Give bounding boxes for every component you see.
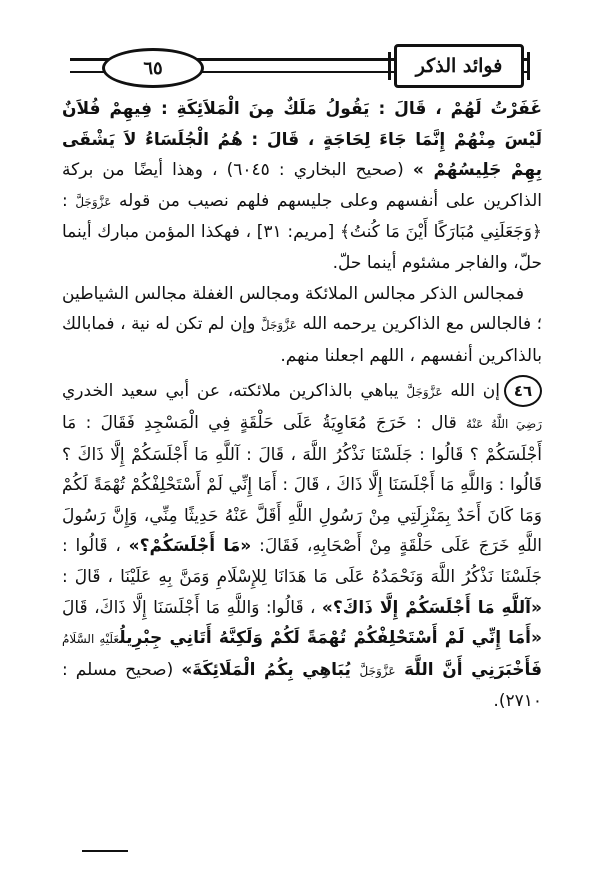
page-header — [70, 44, 530, 88]
section-46 — [62, 375, 542, 717]
honorific: عَزَّوَجَلَّ — [75, 194, 112, 209]
paragraph-2 — [62, 279, 542, 372]
honorific: عَزَّوَجَلَّ — [260, 318, 297, 333]
paragraph-1 — [62, 94, 542, 279]
section-heading: إن الله — [442, 381, 500, 402]
honorific: عَزَّوَجَلَّ — [406, 385, 443, 400]
honorific: رَضِيَ اللَّهُ عَنْهُ — [466, 416, 542, 431]
hadith-text: قال : خَرَجَ مُعَاوِيَةُ عَلَى حَلْقَةٍ فِي الْمَسْجِدِ فَقَالَ : مَا أَجْلَسَكُمْ ؟ قَالُوا : جَلَسْنَا نَذْكُرُ اللَّهَ ، قَالَ : آللَّهِ مَا أَجْلَسَكُمْ إِلَّا ذَاكَ ؟ قَالُوا : وَاللَّهِ مَا أَجْلَسَنَا إِلَّا ذَاكَ ، قَالَ : أَمَا إِنِّي لَمْ أَسْتَحْلِفْكُمْ تُهْمَةً لَكُمْ وَمَا كَانَ أَحَدٌ بِمَنْزِلَتِي مِنْ رَسُولِ اللَّهِ أَقَلَّ عَنْهُ حَدِيثًا مِنِّي، وَإِنَّ رَسُولَ اللَّهِ خَرَجَ عَلَى حَلْقَةٍ مِنْ أَصْحَابِهِ، فَقَالَ: — [62, 412, 542, 557]
prophet-quote: «آللَّهِ مَا أَجْلَسَكُمْ إِلَّا ذَاكَ؟» — [321, 597, 542, 618]
paragraph-text: (صحيح البخاري : ٦٠٤٥) ، وهذا أيضًا من بركة الذاكرين على أنفسهم وعلى جليسهم فلهم نصيب من قوله — [62, 160, 542, 211]
paragraph-text: وإن لم تكن له نية ، فمابالك بالذاكرين أنفسهم ، اللهم اجعلنا منهم. — [62, 314, 542, 366]
footer-rule — [82, 850, 128, 852]
paragraph-text: [مريم: ٣١] ، فهكذا المؤمن مبارك أينما حلّ، والفاجر مشئوم أينما حلّ. — [62, 222, 542, 273]
hadith-continuation: غَفَرْتُ لَهُمْ ، قَالَ : يَقُولُ مَلَكٌ مِنَ الْمَلاَئِكَةِ : فِيهِمْ فُلاَنٌ لَيْسَ مِنْهُمْ إِنَّمَا جَاءَ لِحَاجَةٍ ، قَالَ : هُمُ الْجُلَسَاءُ لاَ يَشْقَى بِهِمْ جَلِيسُهُمْ » — [62, 99, 542, 181]
hadith-text: ، قَالُوا : جَلَسْنَا نَذْكُرُ اللَّهَ وَنَحْمَدُهُ عَلَى مَا هَدَانَا لِلإِسْلَامِ وَمَنَّ بِهِ عَلَيْنَا ، قَالَ : — [62, 536, 542, 587]
prophet-quote: يُبَاهِي بِكُمُ الْمَلَائِكَةَ» — [181, 659, 360, 680]
prophet-quote: «أَمَا إِنِّي لَمْ أَسْتَحْلِفْكُمْ تُهْمَةً لَكُمْ وَلَكِنَّهُ أَتَانِي جِبْرِيلُ — [119, 628, 542, 649]
paragraph-text: فمجالس الذكر مجالس الملائكة ومجالس الغفلة مجالس الشياطين ؛ فالجالس مع الذاكرين يرحمه الله — [62, 283, 542, 335]
honorific: عَزَّوَجَلَّ — [359, 663, 396, 678]
hadith-text: ، قَالُوا: وَاللَّهِ مَا أَجْلَسَنَا إِلَّا ذَاكَ، قَالَ — [62, 597, 322, 618]
section-heading: يباهي بالذاكرين ملائكته، عن أبي سعيد الخدري — [62, 381, 407, 402]
page-number: ٦٥ — [102, 48, 204, 88]
quran-verse: : ﴿وَجَعَلَنِي مُبَارَكًا أَيْنَ مَا كُنتُ﴾ — [62, 190, 542, 243]
honorific: عَلَيْهِ السَّلَامُ — [62, 632, 120, 647]
citation: (صحيح مسلم : ٢٧١٠). — [62, 659, 542, 712]
page-body — [62, 94, 542, 717]
book-title: فوائد الذكر — [394, 44, 524, 88]
section-number: ٤٦ — [504, 375, 542, 407]
prophet-quote: «مَا أَجْلَسَكُمْ؟» — [128, 536, 252, 557]
prophet-quote: فَأَخْبَرَنِي أَنَّ اللَّهَ — [395, 659, 543, 680]
